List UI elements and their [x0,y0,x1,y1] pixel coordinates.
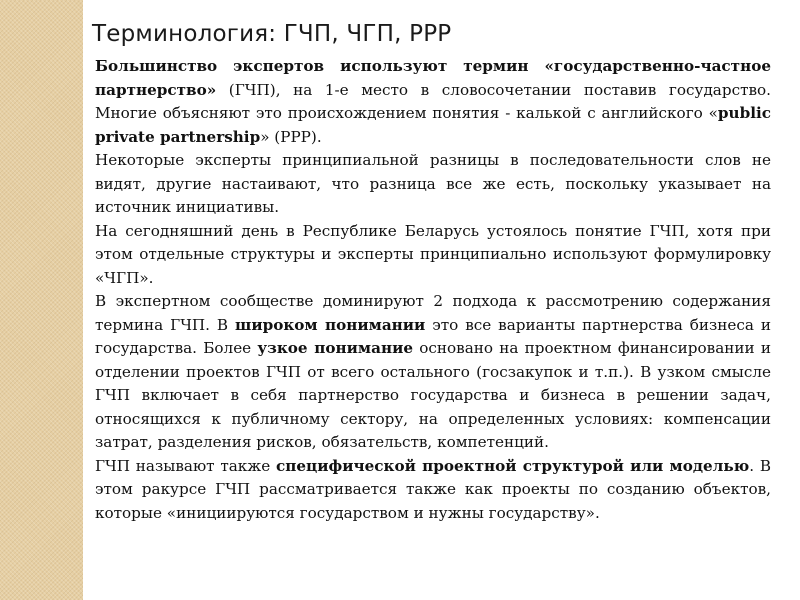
text-run: В экспертном сообществе доминируют 2 подхода к рассмотрению содержания термина ГЧП. В [95,292,771,334]
text-run: это все варианты партнерства бизнеса и государства. Более [95,315,771,357]
text-run: Некоторые эксперты принципиальной разницы в последовательности слов не видят, другие настаивают, что разница все же есть, поскольку указывает на источник инициативы. [95,151,771,216]
bold-narrow-understanding: узкое понимание [257,339,413,357]
text-run: основано на проектном финансировании и отделении проектов ГЧП от всего остального (госзакупок и т.п.). В узком смысле ГЧП включает в себя партнерство государства и бизнеса в решении задач, относящихся к публичному сектору, на определенных условиях: компенсации затрат, разделения рисков, обязательств, компетенций. [95,339,771,451]
text-run: ГЧП называют также [95,456,277,475]
bold-project-structure: специфической проектной структурой или моделью [276,456,750,475]
paragraph-two-approaches [95,290,771,455]
decorative-side-band [0,0,83,600]
text-run: На сегодняшний день в Республике Беларусь устоялось понятие ГЧП, хотя при этом отдельные структуры и эксперты принципиально используют формулировку «ЧГП». [95,221,771,287]
text-run: . В этом ракурсе ГЧП рассматривается также как проекты по созданию объектов, которые «инициируются государством и нужны государству». [95,456,771,522]
bold-broad-understanding: широком понимании [235,315,426,334]
bold-term-ppp: public private partnership [95,104,771,146]
paragraph-project-structure [95,455,771,526]
slide-title: Терминология: ГЧП, ЧГП, PPP [92,21,452,47]
paragraph-terminology-origin [95,55,771,149]
text-run: » (PPP). [260,127,322,146]
paragraph-word-order [95,149,771,220]
text-run: (ГЧП), на 1-е место в словосочетании поставив государство. Многие объясняют это происхождением понятия - калькой с английского « [95,80,771,122]
bold-term-gchp: Большинство экспертов используют термин «государственно-частное партнерство» [95,57,771,99]
slide-body-text [95,55,771,525]
paragraph-belarus-usage [95,220,771,291]
